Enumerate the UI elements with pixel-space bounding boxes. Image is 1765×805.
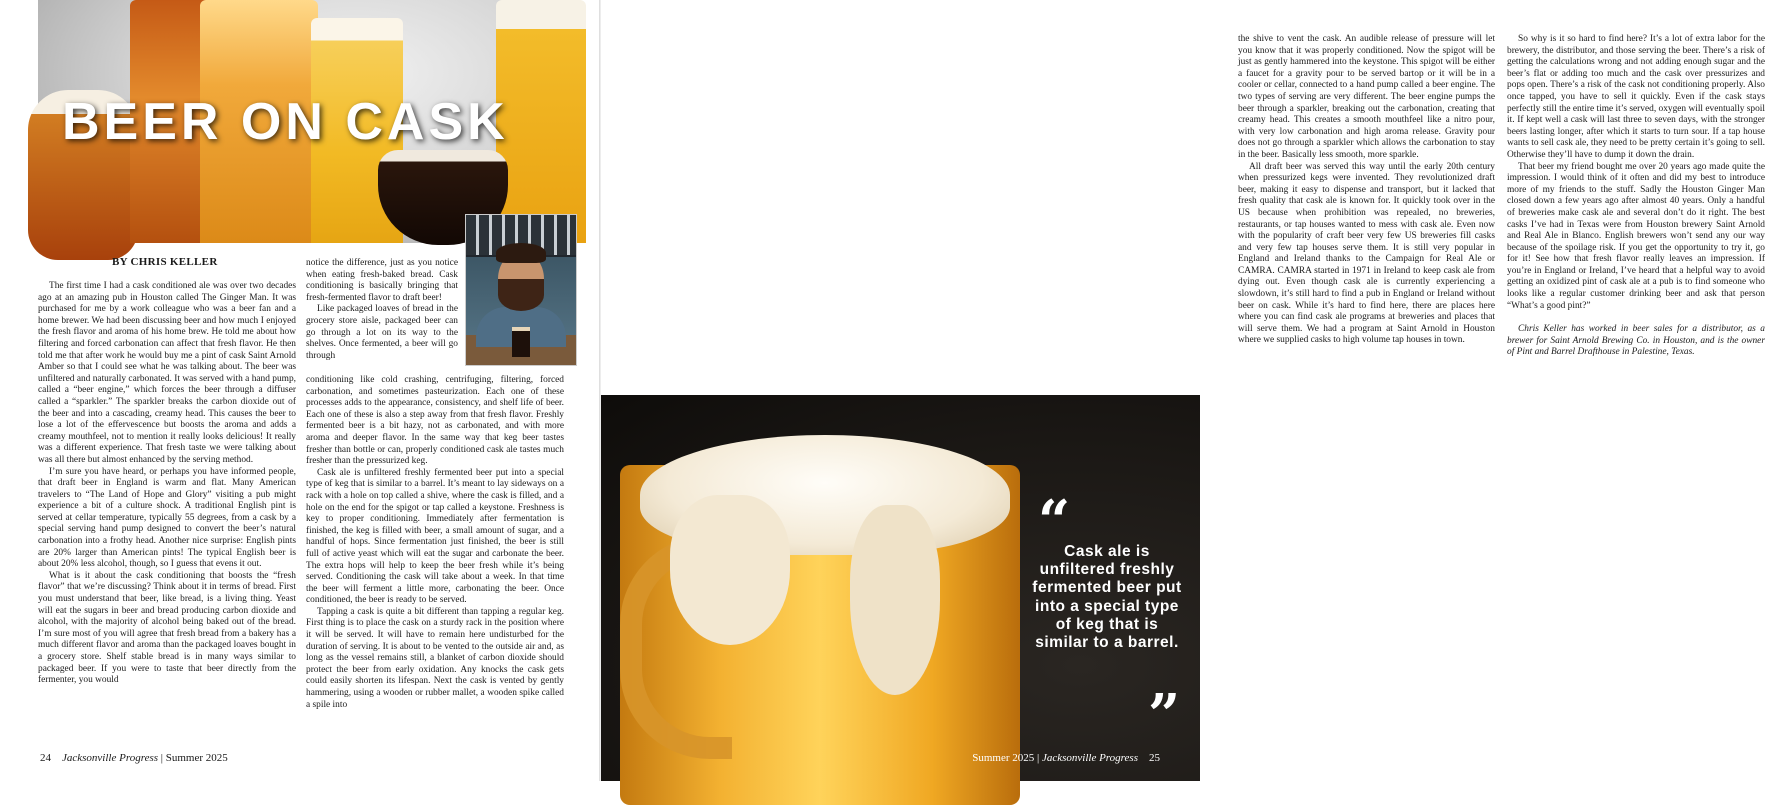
foaming-beer-mug-image	[600, 395, 1200, 781]
paragraph: notice the difference, just as you notice when eating fresh-baked bread. Cask conditioning is basically bringing that fresh-fermented flavor to draft beer!	[306, 258, 458, 303]
paragraph: conditioning like cold crashing, centrifuging, filtering, forced carbonation, and sometimes pasteurization. Each one of these processes adds to the appearance, consistency, and shelf life of beer. Each one of these is also a step away from that fresh flavor. Freshly fermented beer is a bit hazy, not as carbonated, and with more aroma and deeper flavor. In the same way that keg beer tastes fresher than bottle or can, properly conditioned cask ale tastes much fresher than the pressurized keg.	[306, 375, 564, 467]
paragraph: The first time I had a cask conditioned ale was over two decades ago at an amazing pub in Houston called The Ginger Man. It was purchased for me by a work colleague who was a beer fan and a home brewer. We had been discussing beer and how much I enjoyed the fresh flavor and aroma of his home brew. He told me about how filtering and forced carbonation can affect that fresh flavor. He then told me that after work he would buy me a pint of cask Saint Arnold Amber so that I could see what he was talking about. The beer was unfiltered and naturally carbonated. It was served with a hand pump, called a “beer engine,” which forces the beer through a diffuser called a “sparkler.” The sparkler breaks the carbon dioxide out of the beer and into a cascading, creamy head. This causes the beer to lose a lot of the effervescence but boosts the aroma and adds a creamy mouthfeel, not to mention it really looks delicious! It really was a different experience. That fresh taste we were talking about was all there but almost enhanced by the serving method.	[38, 281, 296, 465]
right-page	[600, 0, 1765, 781]
body-column-1	[38, 281, 296, 687]
paragraph: All draft beer was served this way until the early 20th century when pressurized kegs were invented. They revolutionized draft beer, making it easy to dispense and transport, but it lacked that fresh quality that cask ale is known for. It quickly took over in the US because when prohibition was repealed, no breweries, restaurants, or tap houses wanted to mess with cask ale. Even now with the popularity of craft beer very few US breweries fill casks and very few tap houses serve them. It is still very popular in England and Ireland thanks to the Campaign for Real Ale or CAMRA. CAMRA started in 1971 in Ireland to keep cask ale from dying out. Even though cask ale is currently experiencing a slowdown, it’s still hard to find a pub in England or Ireland without beer on cask. While it’s hard to find here, there are places here where you can find cask ale programs at breweries and places that will serve them. We had a program at Saint Arnold in Houston where we supplied casks to high volume tap houses in town.	[1238, 161, 1495, 346]
article-title: BEER ON CASK	[62, 93, 509, 151]
paragraph: the shive to vent the cask. An audible release of pressure will let you know that it was properly conditioned. Now the spigot will be just as gently hammered into the keystone. This spigot will be either a faucet for a gravity pour to be served bartop or it will be in a cooler or cellar, connected to a hand pump called a beer engine. The two types of serving are very different. The beer engine pumps the beer through a sparkler, breaking out the carbonation, creating that creamy head. This creates a smooth mouthfeel like a nitro pour, with very low carbonation and high aroma release. Gravity pour does not go through a sparkler which allows the carbonation to stay in the beer. Basically less smooth, more sparkle.	[1238, 34, 1495, 160]
byline: BY CHRIS KELLER	[112, 256, 218, 268]
beer-foam-drip	[850, 505, 940, 695]
paragraph: That beer my friend bought me over 20 years ago made quite the impression. I would think of it often and did my best to introduce more of my friends to the stuff. Sadly the Houston Ginger Man closed down a few years ago after almost 40 years. Only a handful of breweries make cask ale and several don’t do it right. The best casks I’ve had in Texas were from Houston brewery Saint Arnold and Real Ale in Blanco. English brewers won’t send any our way because of the spoilage risk. If you get the opportunity to try it, go for it! See how that fresh flavor really leaves an impression. If you’re in England or Ireland, I’ve heard that a helpful way to avoid getting an oxidized pint of cask ale at a pub is to find someone who looks like a regular customer drinking beer and ask that person “What’s a good pint?”	[1507, 161, 1765, 311]
page-number: 24	[40, 752, 51, 764]
portrait-beard	[498, 279, 544, 311]
body-column-2-top	[306, 258, 458, 362]
publication-name: Jacksonville Progress	[1041, 752, 1138, 764]
portrait-pint	[512, 327, 530, 357]
paragraph: Like packaged loaves of bread in the grocery store aisle, packaged beer can go through a lot on its way to the shelves. Once fermented, a beer will go through	[306, 304, 458, 361]
paragraph: Cask ale is unfiltered freshly fermented beer put into a special type of keg that is similar to a barrel. It’s meant to lay sideways on a rack with a hole on top called a shive, where the cask is filled, and a hole on the end for the spigot or tap called a keystone. Freshness is key to proper conditioning. Immediately after fermentation is finished, the keg is filled with beer, a small amount of sugar, and a handful of hops. Since fermentation just finished, the beer is still full of active yeast which will eat the sugar and carbonate the beer. The extra hops will help to keep the beer fresh while it’s being served. Conditioning the cask will take about a week. In that time the beer will ferment a little more, carbonating the beer. Once conditioned, the beer is ready to be served.	[306, 467, 564, 606]
author-portrait-image	[465, 214, 577, 366]
body-column-3	[1238, 34, 1495, 347]
body-column-4	[1507, 34, 1765, 359]
right-folio	[972, 752, 1160, 764]
page-gutter	[599, 0, 601, 781]
beer-foam-drip	[670, 495, 790, 645]
hero-beer-glasses-image	[38, 0, 568, 243]
body-column-2	[306, 375, 564, 711]
page-number: 25	[1149, 752, 1160, 764]
paragraph: Tapping a cask is quite a bit different than tapping a regular keg. First thing is to place the cask on a sturdy rack in the position where it will be served. It will have to remain here undisturbed for the duration of serving. It is about to be vented to the outside air and, as long as the vessel remains still, a blanket of carbon dioxide should protect the beer from early oxidation. Any knocks the cask gets could easily shorten its lifespan. Next the cask is vented by gently hammering, using a wooden or rubber mallet, a wooden spike called a spile into	[306, 606, 564, 710]
paragraph: What is it about the cask conditioning that boosts the “fresh flavor” that we’re discussing? Think about it in terms of bread. First you must understand that beer, like bread, is a living thing. Yeast will eat the sugars in beer and bread producing carbon dioxide and alcohol, with the majority of alcohol being baked out of the bread. I’m sure most of you will agree that fresh bread from a bakery has a much different flavor and aroma than the packaged loaves bought in a grocery store. Shelf stable bread is in many ways similar to packaged beer. If you were to taste that beer directly from the fermenter, you would	[38, 570, 296, 686]
open-quote-icon: “	[1038, 488, 1071, 554]
close-quote-icon: ”	[1148, 682, 1181, 748]
publication-name: Jacksonville Progress	[62, 752, 159, 764]
paragraph: So why is it so hard to find here? It’s a lot of extra labor for the brewery, the distributor, and those serving the beer. There’s a risk of getting the calculations wrong and not adding enough sugar and the beer’s flat or adding too much and the cask over pressurizes and pops open. There’s a risk of the cask not conditioning properly. Also once tapped, you have to sell it quickly. Even if the cask stays perfectly still the entire time it’s served, oxygen will eventually spoil it. If kept well a cask will last three to seven days, with the stronger beers lasting longer, after which it starts to turn sour. If a tap house wants to sell cask ale, they need to be pretty certain it’s going to sell. Otherwise they’ll have to dump it down the drain.	[1507, 34, 1765, 160]
paragraph: I’m sure you have heard, or perhaps you have informed people, that draft beer in England is warm and flat. Many American travelers to “The Land of Hope and Glory” visiting a pub might experience a bit of a culture shock. A traditional English pint is served at cellar temperature, typically 55 degrees, from a cask by a special serving hand pump designed to convert the beer’s natural carbonation into a frothy head. Another nice surprise: English pints are 20% larger than American pints! The typical English beer is about 20% less alcohol, though, so I guess that evens it out.	[38, 466, 296, 570]
portrait-hair	[496, 243, 546, 263]
issue-date: | Summer 2025	[158, 752, 228, 764]
left-folio	[40, 752, 228, 764]
left-page	[0, 0, 600, 781]
author-bio: Chris Keller has worked in beer sales for a distributor, as a brewer for Saint Arnold Brewing Co. in Houston, and is the owner of Pint and Barrel Drafthouse in Palestine, Texas.	[1507, 324, 1765, 358]
issue-date: Summer 2025 |	[972, 752, 1042, 764]
pull-quote: Cask ale is unfiltered freshly fermented beer put into a special type of keg that is similar to a barrel.	[1032, 543, 1182, 652]
